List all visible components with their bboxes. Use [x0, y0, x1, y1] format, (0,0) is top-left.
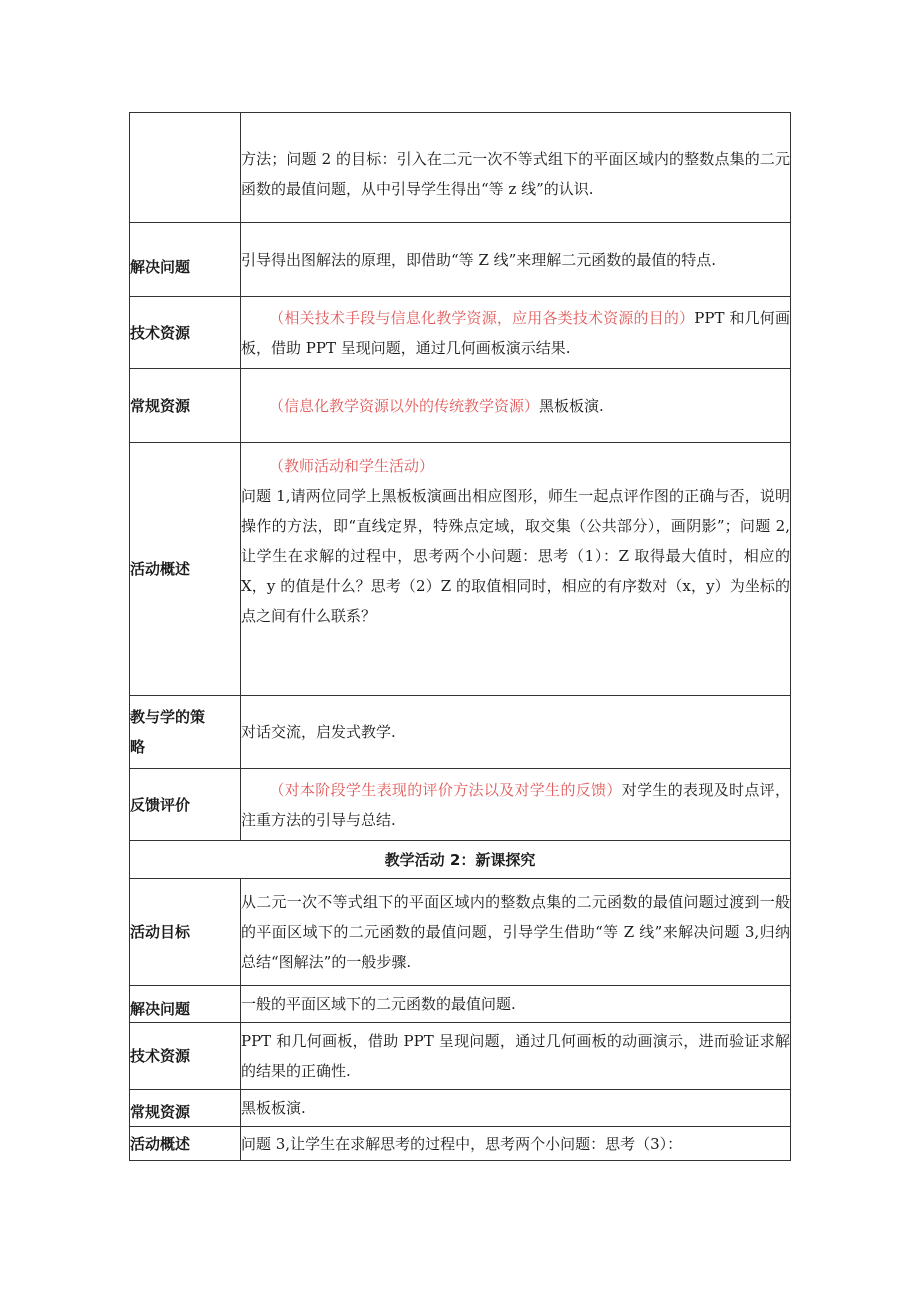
guidance-note: （信息化教学资源以外的传统教学资源）	[269, 396, 540, 415]
table-row	[130, 1090, 791, 1127]
row-label-line: 教与学的策	[130, 708, 206, 726]
row-label: 解决问题	[130, 986, 241, 1023]
table-row	[130, 986, 791, 1023]
row-content: 黑板板演.	[241, 1090, 791, 1127]
guidance-note: （相关技术手段与信息化教学资源，应用各类技术资源的目的）	[269, 308, 695, 327]
table-row	[130, 1023, 791, 1090]
row-label: 活动概述	[130, 443, 241, 696]
row-content: 引导得出图解法的原理，即借助“等 Z 线”来理解二元函数的最值的特点.	[241, 223, 791, 297]
row-text: 黑板板演.	[539, 396, 604, 415]
table-row	[130, 113, 791, 223]
table-row	[130, 841, 791, 879]
row-label: 活动概述	[130, 1127, 241, 1161]
row-content	[241, 297, 791, 369]
row-content	[241, 769, 791, 841]
row-content: 问题 3,让学生在求解思考的过程中，思考两个小问题：思考（3）：	[241, 1127, 791, 1161]
row-text: PPT 和几何画板，借助 PPT 呈现问题，通过几何画板演示结果.	[241, 308, 790, 357]
row-content: 对话交流，启发式教学.	[241, 696, 791, 769]
table-row	[130, 696, 791, 769]
row-text: 问题 1,请两位同学上黑板板演画出相应图形，师生一起点评作图的正确与否，说明操作的方法，即“直线定界，特殊点定域，取交集（公共部分），画阴影”；问题 2,让学生在求解的过程中，思考两个小问题：思考（1）：Z 取得最大值时，相应的 X，y 的值是什么？思考（2）Z 的取值相同时，相应的有序数对（x，y）为坐标的点之间有什么联系？	[241, 487, 790, 625]
row-content: 从二元一次不等式组下的平面区域内的整数点集的二元函数的最值问题过渡到一般的平面区域下的二元函数的最值问题，引导学生借助“等 Z 线”来解决问题 3,归纳总结“图解法”的一般步骤.	[241, 879, 791, 986]
row-label: 反馈评价	[130, 769, 241, 841]
guidance-note: （对本阶段学生表现的评价方法以及对学生的反馈）	[269, 780, 622, 799]
row-label	[130, 696, 241, 769]
row-label: 活动目标	[130, 879, 241, 986]
row-label: 技术资源	[130, 1023, 241, 1090]
table-row	[130, 297, 791, 369]
table-row	[130, 369, 791, 443]
row-content: PPT 和几何画板，借助 PPT 呈现问题，通过几何画板的动画演示，进而验证求解的结果的正确性.	[241, 1023, 791, 1090]
table-row	[130, 223, 791, 297]
guidance-note: （教师活动和学生活动）	[269, 457, 435, 475]
row-label-line: 略	[130, 738, 146, 756]
table-row	[130, 769, 791, 841]
row-content	[241, 369, 791, 443]
lesson-plan-table	[129, 112, 791, 1161]
table-row	[130, 443, 791, 696]
row-label	[130, 113, 241, 223]
table-row	[130, 879, 791, 986]
row-content	[241, 443, 791, 696]
row-label: 解决问题	[130, 223, 241, 297]
row-content: 方法；问题 2 的目标：引入在二元一次不等式组下的平面区域内的整数点集的二元函数的最值问题，从中引导学生得出“等 z 线”的认识.	[241, 113, 791, 223]
table-row	[130, 1127, 791, 1161]
section-heading: 教学活动 2：新课探究	[130, 841, 791, 879]
row-content: 一般的平面区域下的二元函数的最值问题.	[241, 986, 791, 1023]
row-label: 技术资源	[130, 297, 241, 369]
row-text: 对学生的表现及时点评，注重方法的引导与总结.	[241, 780, 790, 829]
row-label: 常规资源	[130, 1090, 241, 1127]
row-label: 常规资源	[130, 369, 241, 443]
